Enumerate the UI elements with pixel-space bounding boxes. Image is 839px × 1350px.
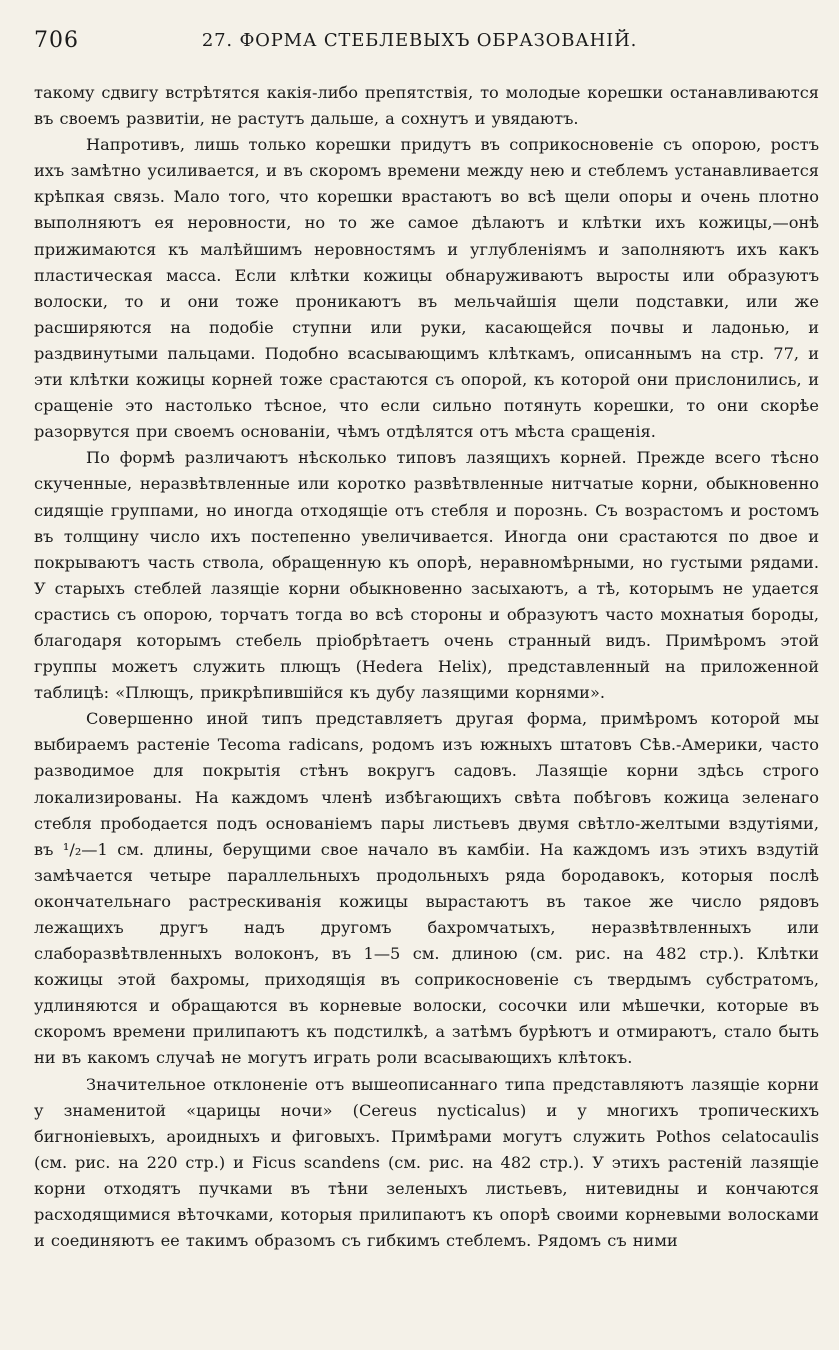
paragraph-cereus: Значительное отклоненіе отъ вышеописаннаго типа представляютъ лазящіе корни у знаменитой «царицы ночи» (Cereus nycticalus) и у многихъ тропическихъ бигноніевыхъ, ароидныхъ и фиговыхъ. Примѣрами могутъ служить Pothos celatocaulis (см. рис. на 220 стр.) и Ficus scandens (см. рис. на 482 стр.). У этихъ растеній лазящіе корни отходятъ пучками въ тѣни зеленыхъ листьевъ, нитевидны и кончаются расходящимися вѣточками, которыя прилипаютъ къ опорѣ своими корневыми волосками и соединяютъ ее такимъ образомъ съ гибкимъ стеблемъ. Рядомъ съ ними: [34, 1074, 819, 1251]
paragraph-tecoma: Совершенно иной типъ представляетъ другая форма, примѣромъ которой мы выбираемъ растеніе Tecoma radicans, родомъ изъ южныхъ штатовъ Сѣв.-Америки, часто разводимое для покрытія стѣнъ вокругъ садовъ. Лазящіе корни здѣсь строго локализированы. На каждомъ членѣ избѣгающихъ свѣта побѣговъ кожица зеленаго стебля прободается подъ основаніемъ пары листьевъ двумя свѣтло-желтыми вздутіями, въ ¹/₂—1 см. длины, берущими свое начало въ камбіи. На каждомъ изъ этихъ вздутій замѣчается четыре параллельныхъ продольныхъ ряда бородавокъ, которыя послѣ окончательнаго растрескиванія кожицы вырастаютъ въ такое же число рядовъ лежащихъ другъ надъ другомъ бахромчатыхъ, неразвѣтвленныхъ или слаборазвѣтвленныхъ волоконъ, въ 1—5 см. длиною (см. рис. на 482 стр.). Клѣтки кожицы этой бахромы, приходящія въ соприкосновеніе съ твердымъ субстратомъ, удлиняются и обращаются въ корневые волоски, сосочки или мѣшечки, которые въ скоромъ времени прилипаютъ къ подстилкѣ, а затѣмъ бурѣютъ и отмираютъ, стало быть ни въ какомъ случаѣ не могутъ играть роли всасывающихъ клѣтокъ.: [34, 709, 819, 1068]
page-header: [34, 28, 805, 58]
paragraph-continuation: такому сдвигу встрѣтятся какія-либо препятствія, то молодые корешки останавливаются въ своемъ развитіи, не растутъ дальше, а сохнутъ и увядаютъ.: [34, 83, 819, 129]
paragraph-root-types: По формѣ различаютъ нѣсколько типовъ лазящихъ корней. Прежде всего тѣсно скученные, неразвѣтвленные или коротко развѣтвленные нитчатые корни, обыкновенно сидящіе группами, но иногда отходящіе отъ стебля и порознь. Съ возрастомъ и ростомъ въ толщину число ихъ постепенно увеличивается. Иногда они срастаются по двое и покрываютъ часть ствола, обращенную къ опорѣ, неравномѣрными, но густыми рядами. У старыхъ стеблей лазящіе корни обыкновенно засыхаютъ, а тѣ, которымъ не удается срастись съ опорою, торчатъ тогда во всѣ стороны и образуютъ часто мохнатыя бороды, благодаря которымъ стебель пріобрѣтаетъ очень странный видъ. Примѣромъ этой группы можетъ служить плющъ (Hedera Helix), представленный на приложенной таблицѣ: «Плющъ, прикрѣпившійся къ дубу лазящими корнями».: [34, 448, 819, 703]
body-text: [34, 80, 819, 1254]
paragraph-root-adhesion: Напротивъ, лишь только корешки придутъ въ соприкосновеніе съ опорою, ростъ ихъ замѣтно усиливается, и въ скоромъ времени между нею и стеблемъ устанавливается крѣпкая связь. Мало того, что корешки врастаютъ во всѣ щели опоры и очень плотно выполняютъ ея неровности, но то же самое дѣлаютъ и клѣтки ихъ кожицы,—онѣ прижимаются къ малѣйшимъ неровностямъ и углубленіямъ и заполняютъ ихъ какъ пластическая масса. Если клѣтки кожицы обнаруживаютъ выросты или образуютъ волоски, то и они тоже проникаютъ въ мельчайшія щели подставки, или же расширяются на подобіе ступни или руки, касающейся почвы и ладонью, и раздвинутыми пальцами. Подобно всасывающимъ клѣткамъ, описаннымъ на стр. 77, и эти клѣтки кожицы корней тоже срастаются съ опорой, къ которой они прислонились, и сращеніе это настолько тѣсное, что если сильно потянуть корешки, то они скорѣе разорвутся при своемъ основаніи, чѣмъ отдѣлятся отъ мѣста сращенія.: [34, 135, 819, 442]
page-number: 706: [34, 28, 79, 53]
running-title: 27. ФОРМА СТЕБЛЕВЫХЪ ОБРАЗОВАНІЙ.: [201, 30, 638, 51]
